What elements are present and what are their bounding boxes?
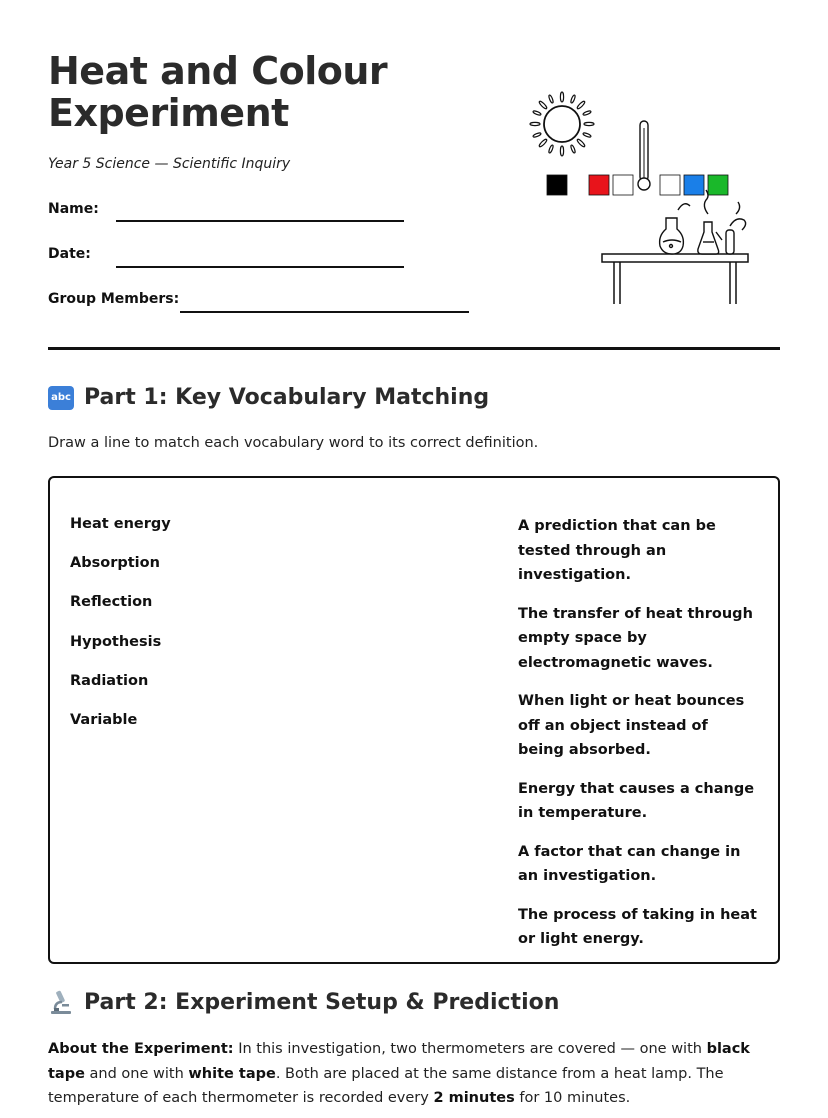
vocab-definition: The transfer of heat through empty space by electromagnetic waves.: [518, 605, 753, 671]
abc-icon: abc: [48, 386, 74, 410]
lab-table-icon: [602, 254, 748, 304]
color-swatch: [613, 175, 633, 195]
name-field[interactable]: [116, 220, 404, 222]
definition-list: [518, 514, 758, 966]
color-swatch: [684, 175, 704, 195]
date-field[interactable]: [116, 266, 404, 268]
vocabulary-matching-box: [48, 476, 780, 964]
experiment-description: [48, 1037, 780, 1111]
date-label: Date:: [48, 246, 91, 262]
about-text: In this investigation, two thermometers are covered — one with: [233, 1041, 707, 1057]
group-members-field[interactable]: [180, 311, 469, 313]
about-label: About the Experiment:: [48, 1041, 234, 1057]
page-subtitle: Year 5 Science — Scientific Inquiry: [48, 156, 291, 172]
name-label: Name:: [48, 201, 99, 217]
page-title: Heat and Colour Experiment: [48, 49, 388, 135]
about-text: and one with: [84, 1065, 189, 1082]
flask-icon: [660, 204, 690, 254]
vocab-definition: When light or heat bounces off an object instead of being absorbed.: [518, 693, 745, 758]
vocab-word: Hypothesis: [70, 633, 162, 650]
group-members-label: Group Members:: [48, 291, 180, 307]
part2-heading: [48, 988, 559, 1016]
color-swatch: [589, 175, 609, 195]
vocab-word: Reflection: [70, 594, 153, 611]
vocab-definition: The process of taking in heat or light energy.: [518, 906, 757, 947]
part1-instruction: Draw a line to match each vocabulary word to its correct definition.: [48, 435, 539, 451]
header-divider: [48, 347, 780, 350]
vocab-definition: Energy that causes a change in temperature.: [518, 780, 755, 821]
color-swatch: [660, 175, 680, 195]
sun-icon: [530, 92, 594, 156]
vocab-definition: A factor that can change in an investigation.: [518, 843, 741, 884]
thermometer-icon: [638, 121, 650, 190]
vocabulary-word-list: [70, 514, 171, 749]
experiment-illustration: [520, 84, 760, 314]
beaker-icon: [698, 190, 722, 254]
about-interval: 2 minutes: [433, 1090, 515, 1106]
color-swatch: [708, 175, 728, 195]
vocab-word: Variable: [70, 711, 138, 728]
vocab-word: Absorption: [70, 555, 160, 572]
part1-heading: [48, 385, 489, 410]
about-black-tape: black tape: [48, 1041, 750, 1082]
part2-heading-text: Part 2: Experiment Setup & Prediction: [84, 989, 560, 1015]
vocab-definition: A prediction that can be tested through an investigation.: [518, 518, 716, 583]
part1-heading-text: Part 1: Key Vocabulary Matching: [84, 385, 490, 410]
test-tube-icon: [726, 202, 746, 254]
microscope-icon: [48, 988, 74, 1016]
about-text: for 10 minutes.: [514, 1090, 631, 1106]
color-swatch: [547, 175, 567, 195]
about-white-tape: white tape: [188, 1065, 276, 1082]
vocab-word: Heat energy: [70, 516, 171, 532]
vocab-word: Radiation: [70, 672, 149, 689]
about-text: . Both are placed at the same distance from a heat lamp. The temperature of each thermometer is recorded every: [48, 1065, 724, 1106]
